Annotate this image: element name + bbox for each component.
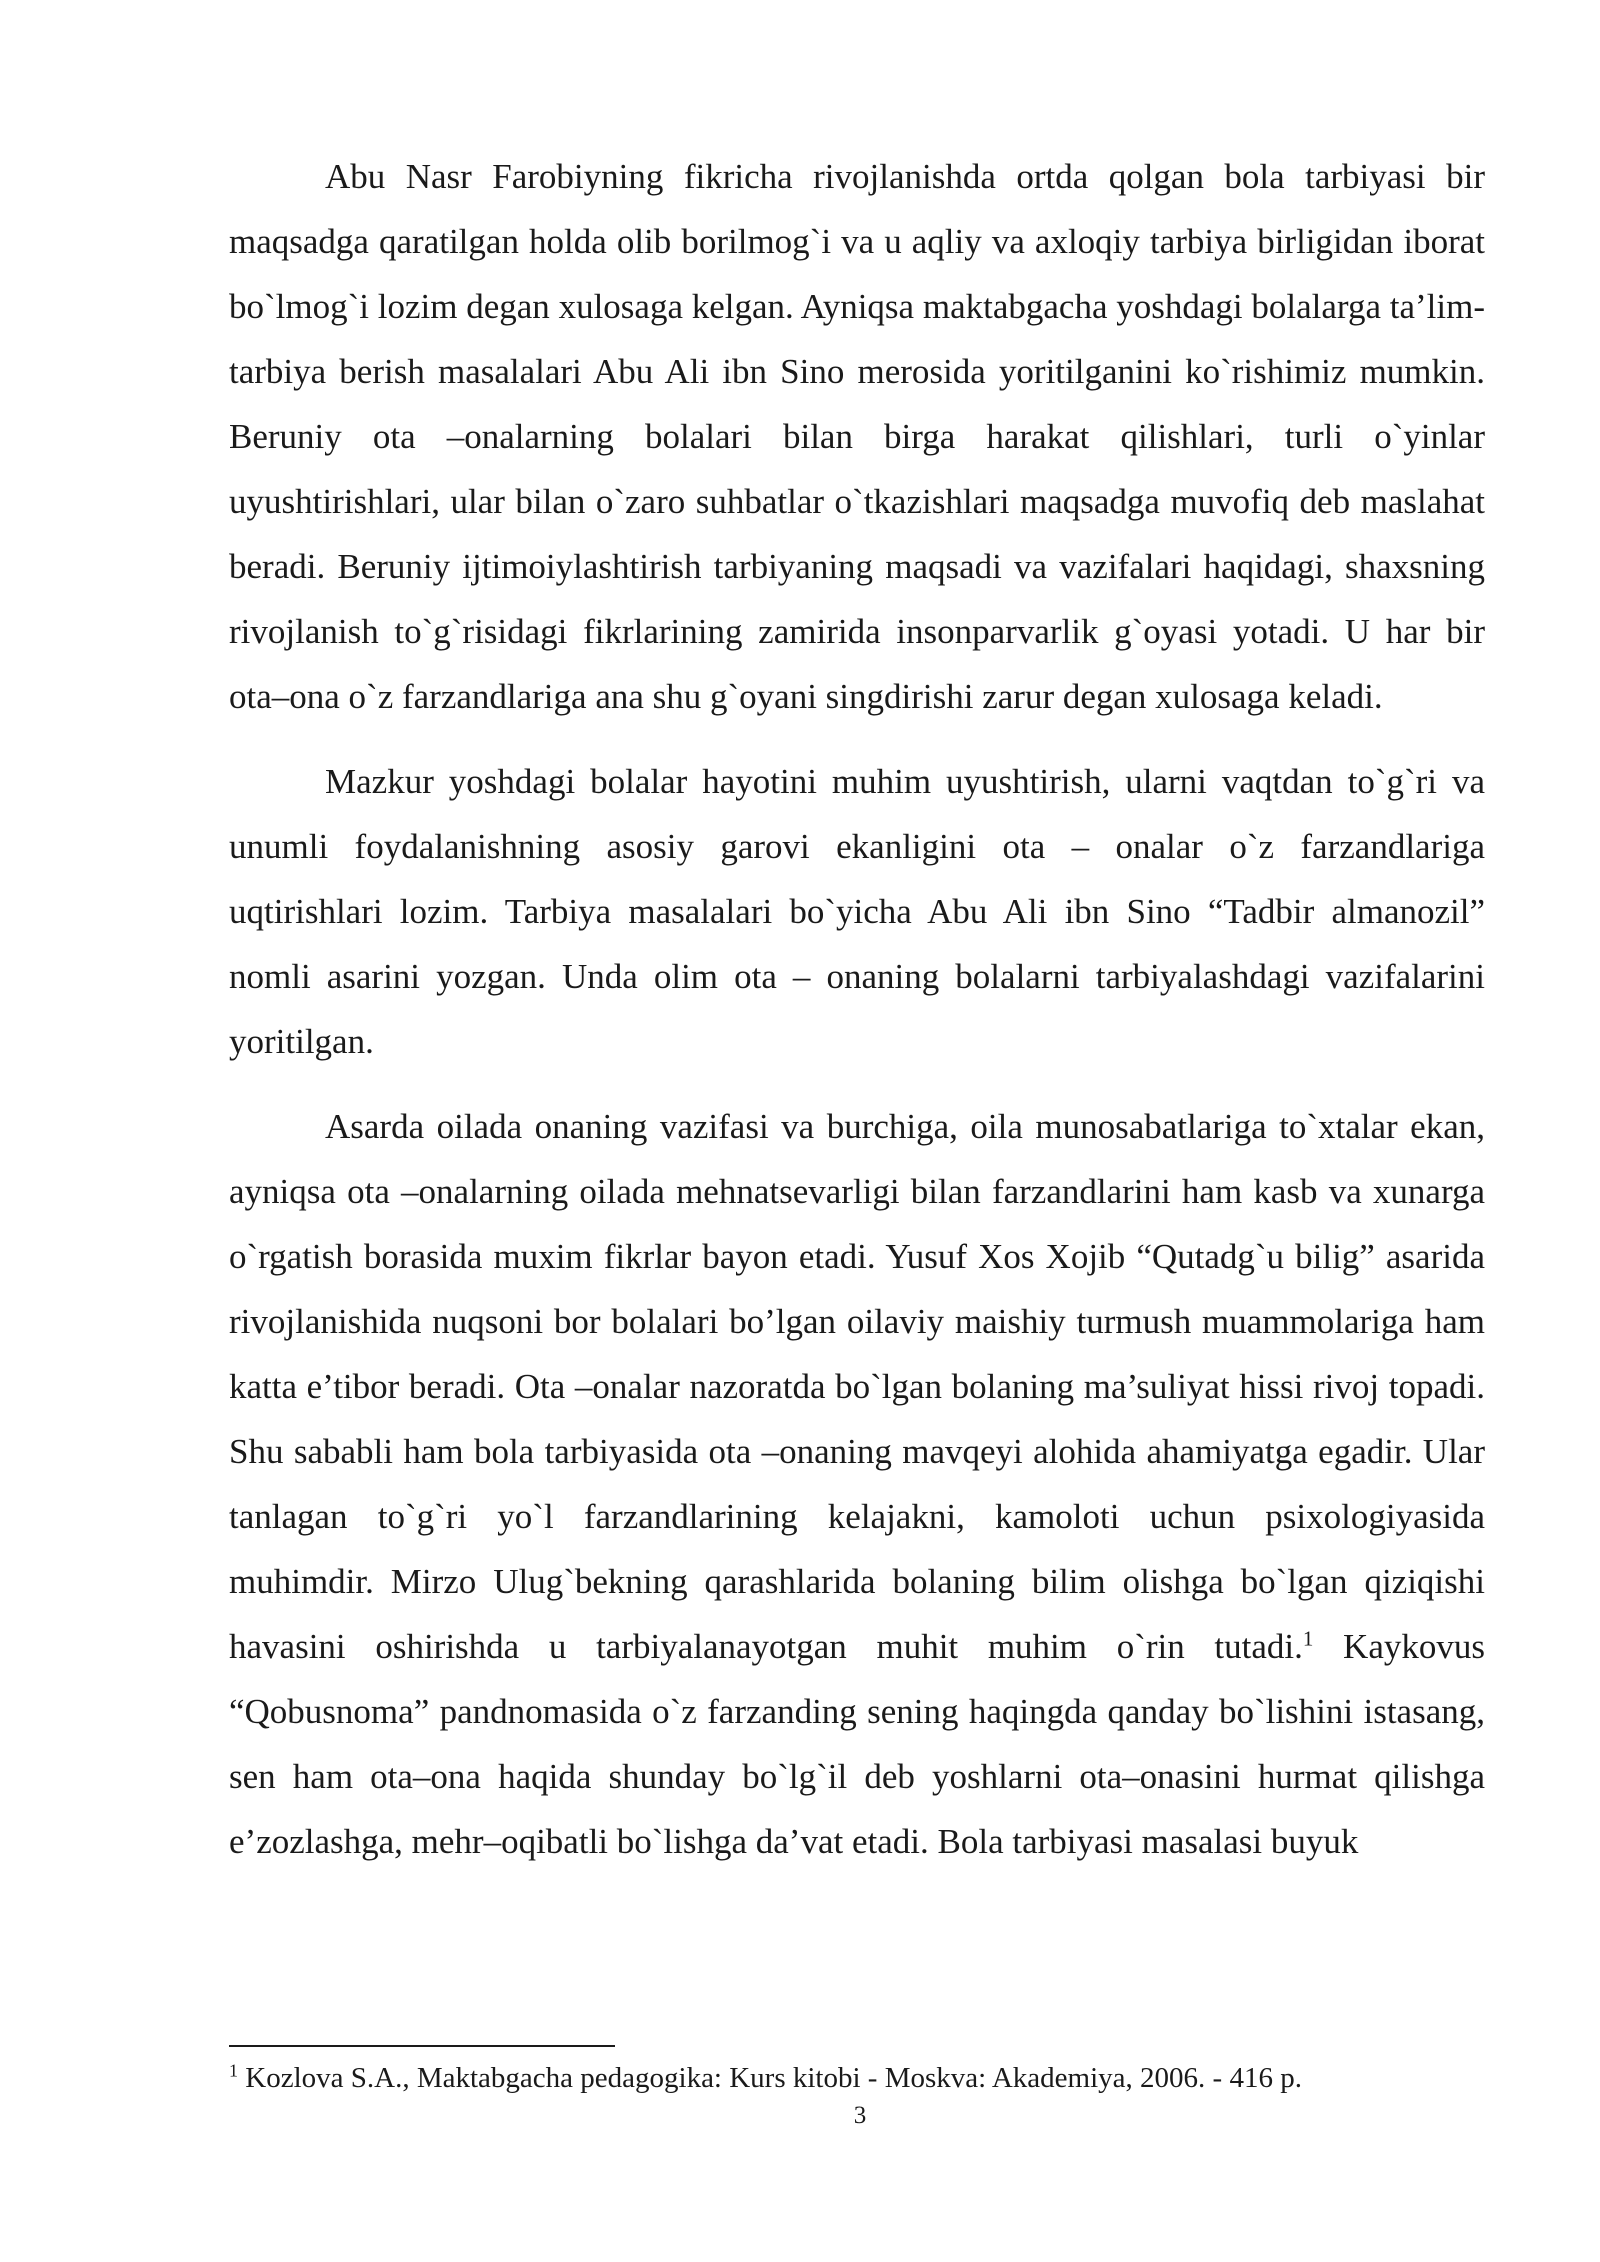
- footnote-reference[interactable]: 1: [1302, 1626, 1314, 1651]
- page-number: 3: [853, 2102, 867, 2129]
- footnote-mark: 1: [229, 2060, 238, 2081]
- footnote-separator: [229, 2045, 615, 2047]
- paragraph-asarda-text: Asarda oilada onaning vazifasi va burchiga, oila munosabatlariga to`xtalar ekan, ayniqsa ota –onalarning oilada mehnatsevarligi bilan farzandlarini ham kasb va xunarga o`rgatish borasida muxim fikrlar bayon etadi. Yusuf Xos Xojib “Qutadg`u bilig” asarida rivojlanishida nuqsoni bor bolalari bo’lgan oilaviy maishiy turmush muammolariga ham katta e’tibor beradi. Ota –onalar nazoratda bo`lgan bolaning ma’suliyat hissi rivoj topadi. Shu sababli ham bola tarbiyasida ota –onaning mavqeyi alohida ahamiyatga egadir. Ular tanlagan to`g`ri yo`l farzandlarining kelajakni, kamoloti uchun psixologiyasida muhimdir. Mirzo Ulug`bekning qarashlarida bolaning bilim olishga bo`lgan qiziqishi havasini oshirishda u tarbiyalanayotgan muhit muhim o`rin tutadi.: [229, 1107, 1485, 1666]
- footnote-text: Kozlova S.A., Maktabgacha pedagogika: Kurs kitobi - Moskva: Akademiya, 2006. - 416 p.: [238, 2062, 1302, 2094]
- footnote: [229, 2058, 1485, 2098]
- body-text: [229, 144, 1485, 1894]
- paragraph-asarda-continuation: Kaykovus “Qobusnoma” pandnomasida o`z farzanding sening haqingda qanday bo`lishini istasang, sen ham ota–ona haqida shunday bo`lg`il deb yoshlarni ota–onasini hurmat qilishga e’zozlashga, mehr–oqibatli bo`lishga da’vat etadi. Bola tarbiyasi masalasi buyuk: [229, 1627, 1485, 1861]
- paragraph-mazkur: Mazkur yoshdagi bolalar hayotini muhim uyushtirish, ularni vaqtdan to`g`ri va unumli foydalanishning asosiy garovi ekanligini ota – onalar o`z farzandlariga uqtirishlari lozim. Tarbiya masalalari bo`yicha Abu Ali ibn Sino “Tadbir almanozil” nomli asarini yozgan. Unda olim ota – onaning bolalarni tarbiyalashdagi vazifalarini yoritilgan.: [229, 762, 1485, 1061]
- paragraph-asarda: [229, 1094, 1485, 1874]
- paragraph-farobiy: Abu Nasr Farobiyning fikricha rivojlanishda ortda qolgan bola tarbiyasi bir maqsadga qaratilgan holda olib borilmog`i va u aqliy va axloqiy tarbiya birligidan iborat bo`lmog`i lozim degan xulosaga kelgan. Ayniqsa maktabgacha yoshdagi bolalarga ta’lim-tarbiya berish masalalari Abu Ali ibn Sino merosida yoritilganini ko`rishimiz mumkin. Beruniy ota –onalarning bolalari bilan birga harakat qilishlari, turli o`yinlar uyushtirishlari, ular bilan o`zaro suhbatlar o`tkazishlari maqsadga muvofiq deb maslahat beradi. Beruniy ijtimoiylashtirish tarbiyaning maqsadi va vazifalari haqidagi, shaxsning rivojlanish to`g`risidagi fikrlarining zamirida insonparvarlik g`oyasi yotadi. U har bir ota–ona o`z farzandlariga ana shu g`oyani singdirishi zarur degan xulosaga keladi.: [229, 157, 1485, 716]
